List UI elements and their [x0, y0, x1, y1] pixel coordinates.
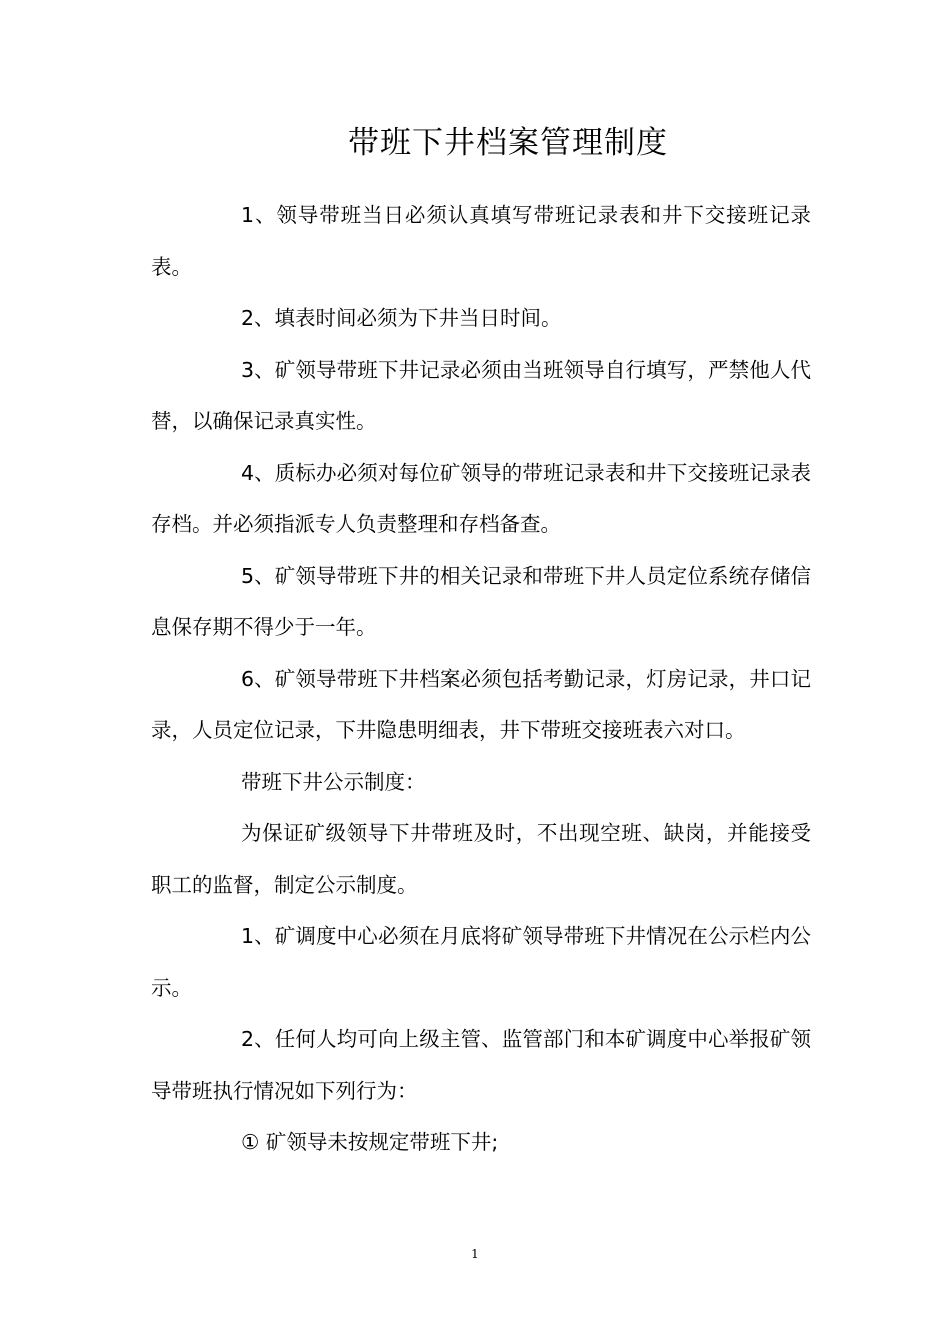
- paragraph: 2、任何人均可向上级主管、监管部门和本矿调度中心举报矿领导带班执行情况如下列行为：: [151, 1027, 811, 1103]
- list-item: ① 矿领导未按规定带班下井;: [241, 1130, 499, 1154]
- paragraph: 为保证矿级领导下井带班及时，不出现空班、缺岗，并能接受职工的监督，制定公示制度。: [151, 821, 811, 897]
- section-heading: 带班下井公示制度：: [241, 769, 426, 794]
- paragraph: 3、矿领导带班下井记录必须由当班领导自行填写，严禁他人代替，以确保记录真实性。: [151, 357, 811, 433]
- document-title: 带班下井档案管理制度: [348, 125, 668, 161]
- document-body: [151, 190, 811, 1169]
- paragraph: 2、填表时间必须为下井当日时间。: [241, 306, 562, 330]
- page-number: 1: [471, 1247, 479, 1261]
- paragraph: 1、矿调度中心必须在月底将矿领导带班下井情况在公示栏内公示。: [151, 924, 811, 1000]
- paragraph: 1、领导带班当日必须认真填写带班记录表和井下交接班记录表。: [151, 203, 811, 279]
- paragraph: 4、质标办必须对每位矿领导的带班记录表和井下交接班记录表存档。并必须指派专人负责整理和存档备查。: [151, 460, 811, 536]
- paragraph: 6、矿领导带班下井档案必须包括考勤记录，灯房记录，井口记录，人员定位记录，下井隐患明细表，井下带班交接班表六对口。: [151, 666, 811, 742]
- paragraph: 5、矿领导带班下井的相关记录和带班下井人员定位系统存储信息保存期不得少于一年。: [151, 563, 811, 639]
